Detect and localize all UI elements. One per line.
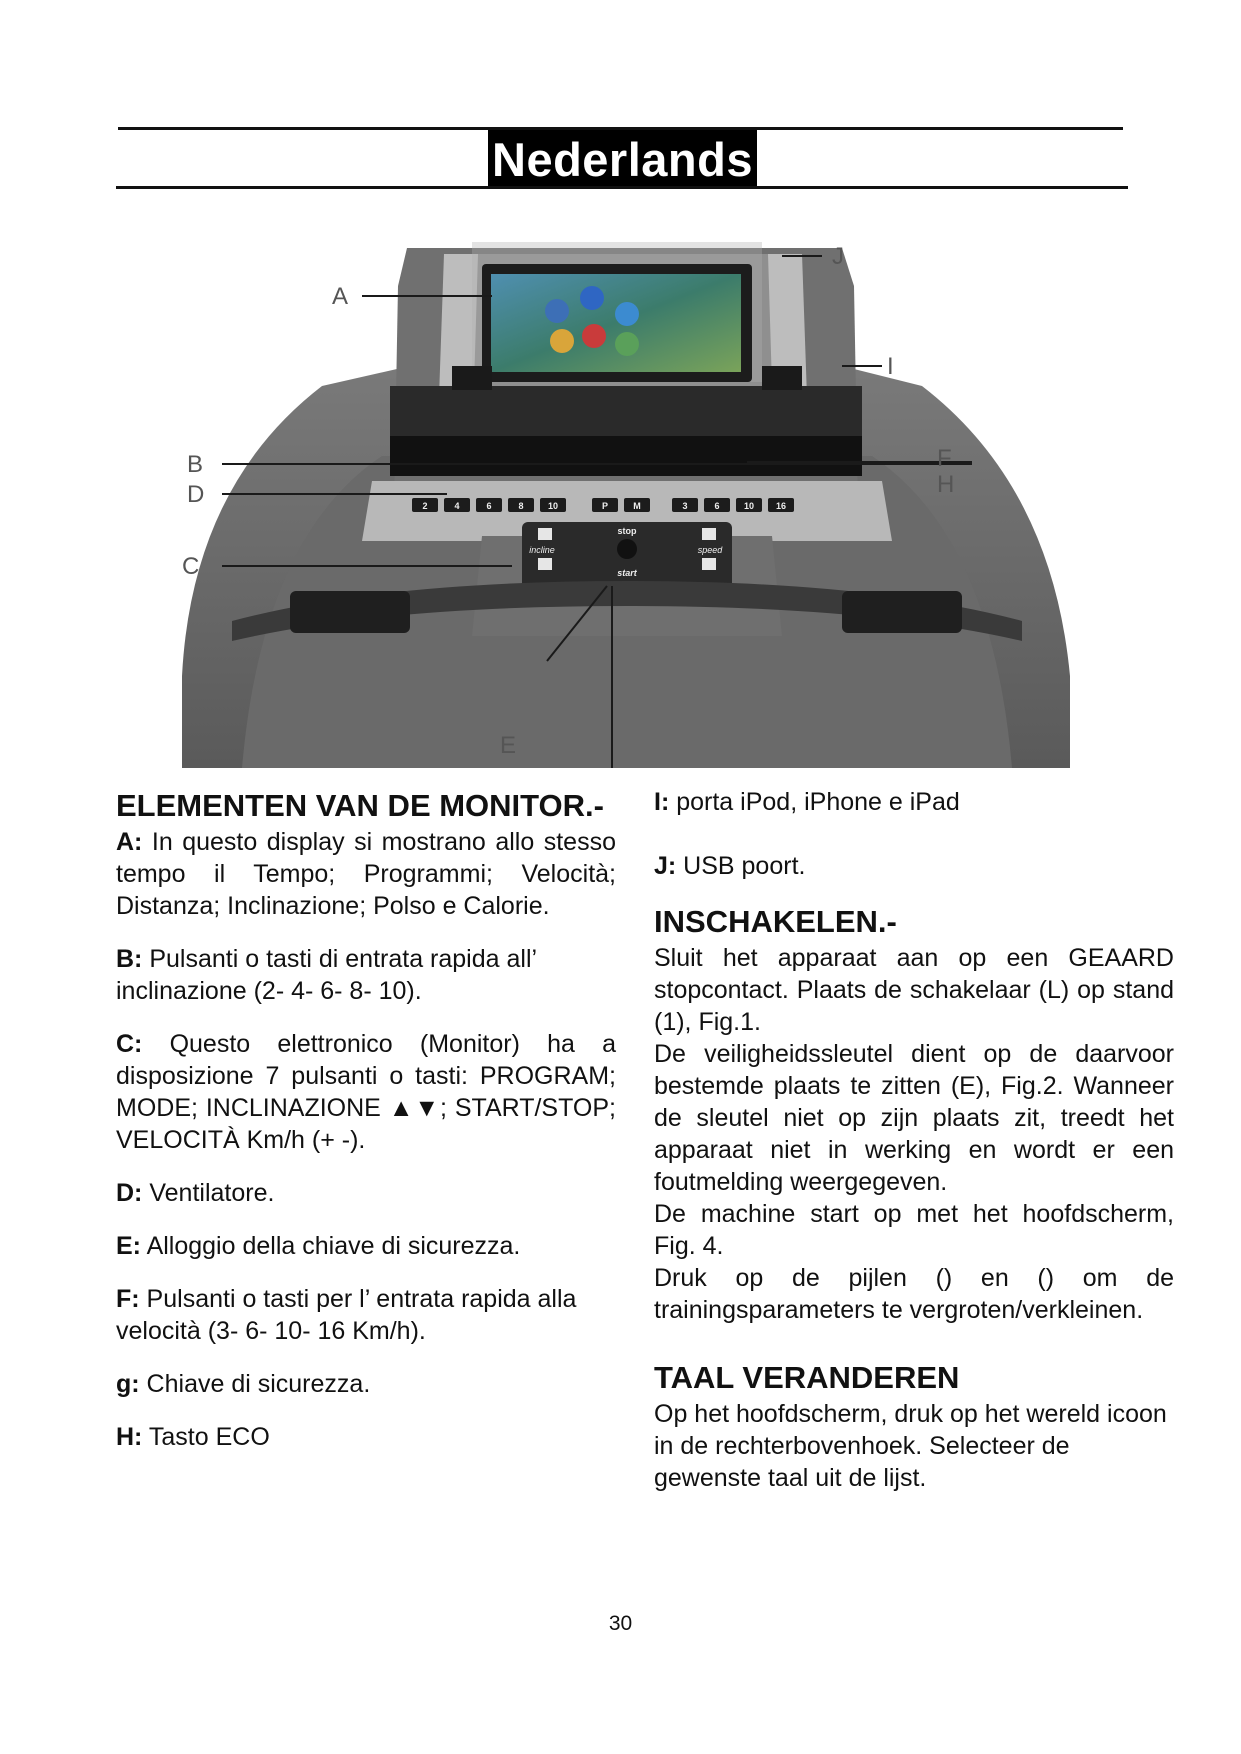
change-language-heading: TAAL VERANDEREN [654,1360,960,1395]
right-column [654,786,1174,1494]
callout-b: B [187,451,204,478]
left-column [116,786,616,1453]
switch-on-paragraph-1: Sluit het apparaat aan op een GEAARD stopcontact. Plaats de schakelaar (L) op stand (1), Fig.1. [654,944,1174,1036]
incline-key-2: 2 [422,501,428,511]
monitor-elements-heading: ELEMENTEN VAN DE MONITOR.- [116,788,604,823]
incline-key-4: 4 [454,501,460,511]
speed-label: speed [697,545,723,555]
page-number: 30 [608,1612,633,1635]
item-f: F: Pulsanti o tasti per l’ entrata rapida alla velocità (3- 6- 10- 16 Km/h). [116,1285,577,1345]
item-i: I: porta iPod, iPhone e iPad [654,788,960,816]
callout-e: E [500,732,517,759]
switch-on-heading: INSCHAKELEN.- [654,904,897,939]
speed-key-16: 16 [775,501,787,511]
item-d: D: Ventilatore. [116,1179,275,1207]
treadmill-console-figure [182,236,1070,768]
incline-key-10: 10 [547,501,559,511]
callout-i: I [887,353,894,380]
stop-label: stop [617,526,637,536]
item-g: g: Chiave di sicurezza. [116,1370,371,1398]
item-b: B: Pulsanti o tasti di entrata rapida all’ inclinazione (2- 4- 6- 8- 10). [116,945,537,1005]
callout-d: D [187,481,205,508]
start-label: start [617,568,637,578]
callout-a: A [332,283,349,310]
switch-on-paragraph-3: De machine start op met het hoofdscherm, Fig. 4. [654,1200,1174,1260]
callout-h: H [937,471,955,498]
incline-label: incline [529,545,555,555]
callout-c: C [182,553,200,580]
switch-on-paragraph-4: Druk op de pijlen () en () om de trainingsparameters te vergroten/verkleinen. [654,1264,1174,1324]
item-j: J: USB poort. [654,852,806,880]
callout-f: F [937,445,952,472]
item-a: A: In questo display si mostrano allo stesso tempo il Tempo; Programmi; Velocità; Distanza; Inclinazione; Polso e Calorie. [116,828,616,920]
header-rule-bottom [116,186,1128,189]
mode-key: M [633,501,641,511]
speed-key-3: 3 [682,501,688,511]
program-key: P [601,501,609,511]
language-title: Nederlands [488,130,757,189]
change-language-paragraph: Op het hoofdscherm, druk op het wereld icoon in de rechterbovenhoek. Selecteer de gewenste taal uit de lijst. [654,1400,1167,1492]
item-e: E: Alloggio della chiave di sicurezza. [116,1232,521,1260]
incline-key-6: 6 [486,501,492,511]
item-h: H: Tasto ECO [116,1423,270,1451]
switch-on-paragraph-2: De veiligheidssleutel dient op de daarvoor bestemde plaats te zitten (E), Fig.2. Wanneer de sleutel niet op zijn plaats zit, treedt het apparaat niet in werking en wordt er een foutmelding weergegeven. [654,1040,1174,1196]
callout-j: J [832,243,844,270]
item-c: C: Questo elettronico (Monitor) ha a disposizione 7 pulsanti o tasti: PROGRAM; MODE; INCLINAZIONE ▲▼; START/STOP; VELOCITÀ Km/h (+ -). [116,1030,616,1154]
speed-key-6: 6 [714,501,720,511]
incline-key-8: 8 [518,501,524,511]
speed-key-10: 10 [743,501,755,511]
